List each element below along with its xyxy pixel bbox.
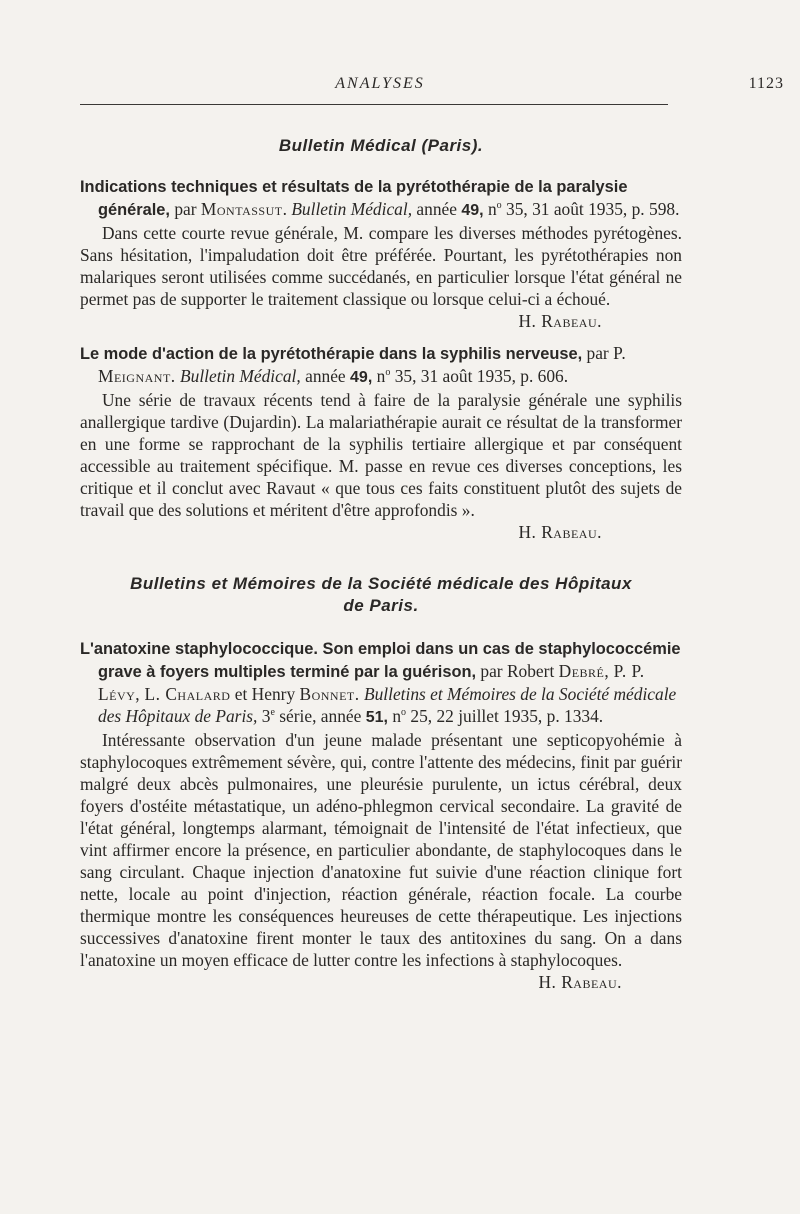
article-1-title: Indications techniques et résultats de la pyrétothérapie de la paralysie générale, <box>80 178 628 219</box>
article-2-body: Une série de travaux récents tend à faire de la paralysie générale une syphilis anallergique tardive (Dujardin). La malariathérapie aurait ce résultat de la transformer en une forme se rapprochant de la syphilis tertiaire allergique et par conséquent accessible au traitement spécifique. M. passe en revue ces diverses conceptions, les critique et il conclut avec Ravaut « que tous ces faits constituent plutôt des sujets de travail que des solutions et méritent d'être approfondis ». <box>80 390 682 520</box>
section-title-line-1: Bulletins et Mémoires de la Société médicale des Hôpitaux <box>130 574 632 593</box>
article-1-journal: Bulletin Médical, <box>291 199 413 219</box>
article-2-title: Le mode d'action de la pyrétothérapie dans la syphilis nerveuse, <box>80 345 583 363</box>
header-rule <box>80 104 668 105</box>
article-3-journal: Bulletins et Mémoires de la Société médicale des Hôpitaux de Paris, <box>98 684 677 726</box>
article-1-pages: p. 598. <box>631 199 680 219</box>
page-content <box>80 135 682 993</box>
article-3-pages: p. 1334. <box>546 706 604 726</box>
article-3-no: n <box>392 706 402 726</box>
section-title-line-2: de Paris. <box>343 596 419 615</box>
section-title-bulletins-memoires <box>80 573 682 617</box>
article-1-by: par <box>174 199 197 219</box>
article-3-author-4: Bonnet. <box>299 684 360 704</box>
article-3-author-2: P. P. Lévy, <box>98 661 645 704</box>
article-3-issue-date: 25, 22 juillet 1935, <box>410 706 543 726</box>
page-number: 1123 <box>748 75 784 92</box>
article-1-author: Montassut <box>200 199 283 219</box>
article-2-volume: 49, <box>350 369 373 386</box>
article-1 <box>80 175 682 332</box>
article-2-issue-date: 35, 31 août 1935, p. 606. <box>394 366 569 386</box>
article-2-annee: année <box>305 366 346 386</box>
article-2 <box>80 342 682 543</box>
article-3-serie-rest: série, année <box>279 706 362 726</box>
article-1-signature: H. Rabeau. <box>518 311 602 331</box>
article-3-title: L'anatoxine staphylococcique. Son emploi dans un cas de staphylococcémie grave à foyers multiples terminé par la guérison, <box>80 640 681 681</box>
article-2-journal: Bulletin Médical, <box>180 366 301 386</box>
article-3 <box>80 637 682 992</box>
article-1-no: n <box>487 199 497 219</box>
article-3-citation <box>80 637 682 729</box>
running-title: ANALYSES <box>335 75 425 92</box>
article-3-author-3: L. Chalard <box>144 684 231 704</box>
article-3-signature: H. Rabeau. <box>538 972 622 992</box>
article-1-volume: 49, <box>461 202 484 219</box>
article-1-annee: année <box>416 199 457 219</box>
article-1-body: Dans cette courte revue générale, M. compare les diverses méthodes pyrétogènes. Sans hésitation, l'impaludation doit être préférée. Pourtant, les pyrétothérapies non malariques seront utilisées comme succédanés, en particulier lorsque l'état général ne permet pas de supporter le traitement classique ou lorsque celui-ci a échoué. <box>80 223 682 309</box>
article-3-serie-num: 3 <box>261 706 271 726</box>
article-3-serie-sup: e <box>270 707 275 719</box>
article-3-body-text: Intéressante observation d'un jeune malade présentant une septicopyohémie à staphylocoques extrêmement sévère, qui, contre l'attente des médecins, finit par guérir malgré deux abcès pulmonaires, une pleurésie purulente, un ictus cérébral, deux foyers d'ostéite métastatique, un adéno-phlegmon cervical secondaire. La gravité de l'état général, longtemps alarmant, témoignait de l'intensité de l'état infectieux, que vint affirmer encore la présence, en particulier abondante, de staphylocoques dans le sang circulant. Chaque injection d'anatoxine fut suivie d'une réaction clinique fort nette, locale au point d'injection, réaction générale, réaction focale. La courbe thermique montre les conséquences heureuses de cette thérapeutique. Les injections successives d'anatoxine firent monter le taux des antitoxines du sang. On a dans l'anatoxine un moyen efficace de lutter contre les infections à staphylocoques. <box>80 730 682 970</box>
article-3-by: par Robert <box>480 661 555 681</box>
section-title-bulletin-medical: Bulletin Médical (Paris). <box>278 136 484 155</box>
article-2-signature: H. Rabeau. <box>518 522 602 542</box>
article-1-issue-date: 35, 31 août 1935, <box>506 199 628 219</box>
article-3-no-sup: o <box>401 707 407 719</box>
article-2-author: P. Meignant. <box>98 343 627 386</box>
article-2-no-sup: o <box>385 367 391 379</box>
article-2-citation <box>80 342 682 389</box>
article-2-no: n <box>376 366 386 386</box>
article-3-volume: 51, <box>365 709 388 726</box>
article-2-by: par <box>586 343 609 363</box>
article-3-body <box>80 729 682 992</box>
article-1-citation: Indications techniques et résultats de la pyrétothérapie de la paralysie générale, par Montassut. Bulletin Médical, année 49, $n^o$ 35, 31 août 1935, p. 598. <box>80 178 680 219</box>
article-3-et-henry: et Henry <box>234 684 296 704</box>
article-3-author-1: Debré, <box>558 661 610 681</box>
article-1-no-sup: o <box>496 200 502 212</box>
